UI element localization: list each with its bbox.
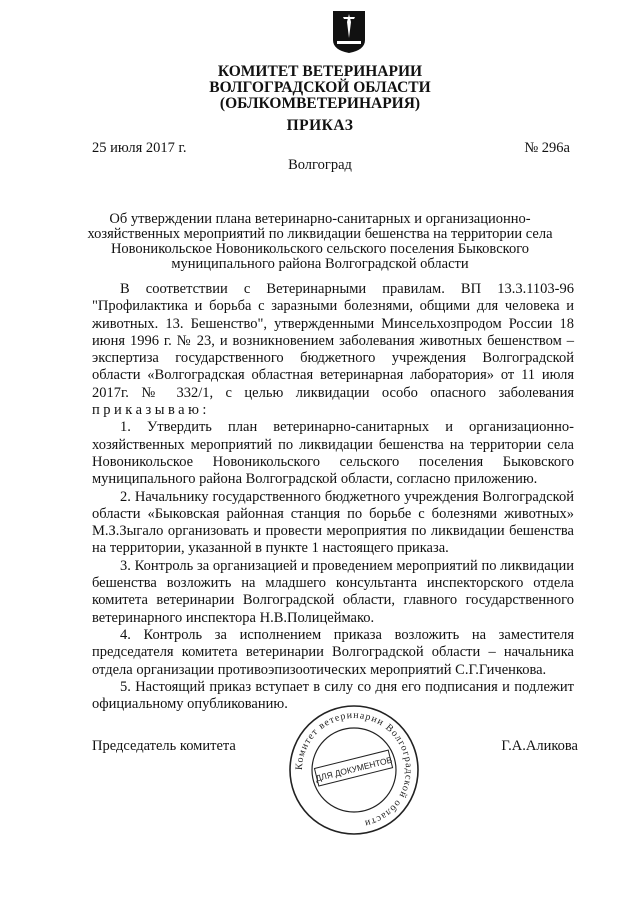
preamble-paragraph: В соответствии с Ветеринарными правилам. ВП 13.3.1103-96 "Профилактика и борьба с заразными болезнями, общими для человека и животных. 13. Бешенство", утвержденными Минсельхозпродом России 18 июня 1996 г. № 23, и возникновением заболевания животных бешенством – экспертиза государственного бюджетного учреждения Волгоградской области «Волгоградская областная ветеринарная лаборатория» от 11 июля 2017г. № 332/1, с целью ликвидации особо опасного заболевания приказываю: xyxy=(92,281,574,419)
order-date: 25 июля 2017 г. xyxy=(92,140,187,156)
signer-title: Председатель комитета xyxy=(92,738,236,754)
organization-name: КОМИТЕТ ВЕТЕРИНАРИИ ВОЛГОГРАДСКОЙ ОБЛАСТИ (ОБЛКОМВЕТЕРИНАРИЯ) xyxy=(209,63,431,112)
signer-name: Г.А.Аликова xyxy=(501,738,578,754)
order-word: приказываю: xyxy=(92,402,210,419)
official-stamp xyxy=(286,702,422,838)
document-type: ПРИКАЗ xyxy=(286,117,354,134)
order-item-3: 3. Контроль за организацией и проведением мероприятий по ликвидации бешенства возложить на младшего консультанта инспекторского отдела комитета ветеринарии Волгоградской области, главного государственного ветеринарного инспектора Н.В.Полицеймако. xyxy=(92,557,574,626)
stamp-ring-text: Комитет ветеринарии Волгоградской области xyxy=(293,709,415,829)
stamp-center-text: ДЛЯ ДОКУМЕНТОВ xyxy=(314,754,394,784)
order-item-5: 5. Настоящий приказ вступает в силу со дня его подписания и подлежит официальному опубликованию. xyxy=(92,678,574,713)
order-item-4: 4. Контроль за исполнением приказа возложить на заместителя председателя комитета ветеринарии Волгоградской области – начальника отдела организации противоэпизоотических мероприятий С.Г.Гиченкова. xyxy=(92,626,574,678)
order-subject: Об утверждении плана ветеринарно-санитарных и организационно- хозяйственных мероприятий по ликвидации бешенства на территории села Новоникольское Новоникольского сельского поселения Быковского муниципального района Волгоградской области xyxy=(87,211,553,272)
order-item-1: 1. Утвердить план ветеринарно-санитарных и организационно-хозяйственных мероприятий по ликвидации бешенства на территории села Новоникольское Новоникольского сельского поселения Быковского муниципального района Волгоградской области, согласно приложению. xyxy=(92,419,574,488)
order-item-2: 2. Начальнику государственного бюджетного учреждения Волгоградской области «Быковская районная станция по борьбе с болезнями животных» М.З.Зыгало организовать и провести мероприятия по ликвидации бешенства на территории, указанной в пункте 1 настоящего приказа. xyxy=(92,488,574,557)
order-body xyxy=(92,281,574,713)
order-number: № 296а xyxy=(524,140,570,156)
order-city: Волгоград xyxy=(288,157,352,173)
coat-of-arms-emblem xyxy=(332,10,366,54)
